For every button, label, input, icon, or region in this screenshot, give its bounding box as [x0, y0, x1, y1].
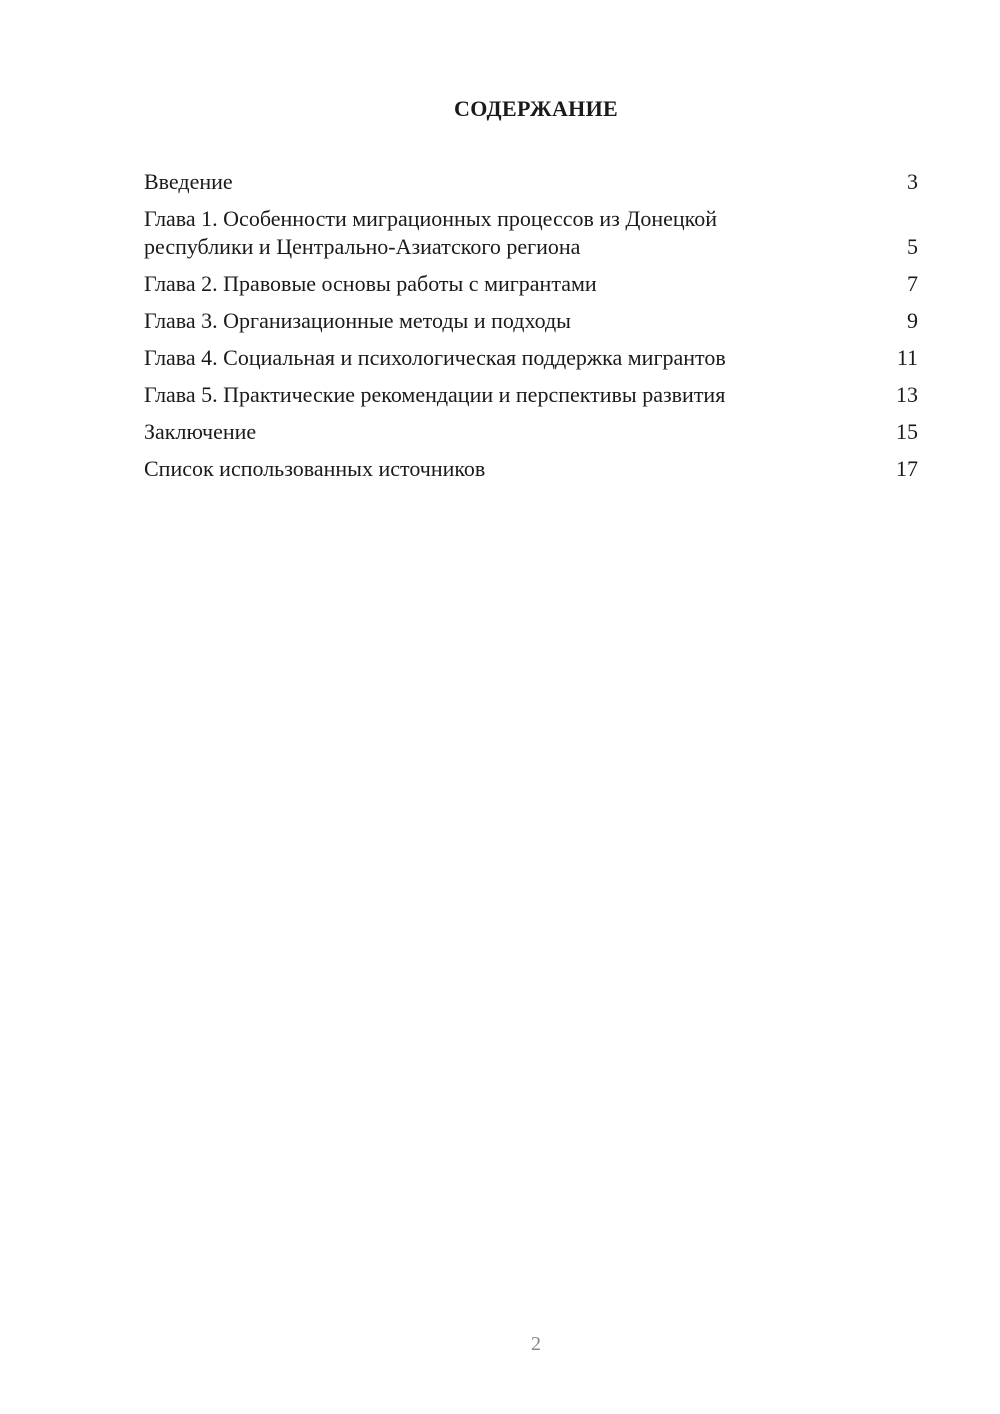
- toc-title: [0, 96, 1000, 122]
- toc-entry-references[interactable]: [144, 455, 918, 483]
- toc-entry-introduction[interactable]: [144, 168, 918, 196]
- toc-entry-label: [144, 168, 888, 196]
- toc-entry-chapter-3[interactable]: [144, 307, 918, 335]
- toc-entry-label: [144, 418, 888, 446]
- toc-entry-label: [144, 270, 888, 298]
- toc-entry-chapter-5[interactable]: [144, 381, 918, 409]
- page-number: [0, 1333, 1000, 1356]
- toc-entry-label-line: Глава 1. Особенности миграционных процессов из Донецкой: [144, 206, 717, 231]
- toc-entry-page-number: 13: [896, 382, 918, 407]
- toc-entry-page-number: 3: [907, 169, 918, 194]
- toc-entry-page-number: 15: [896, 419, 918, 444]
- toc-entry-label-line: Глава 3. Организационные методы и подходы: [144, 308, 571, 333]
- toc-title-text: СОДЕРЖАНИЕ: [454, 96, 618, 121]
- toc-entry-label-line: Глава 5. Практические рекомендации и перспективы развития: [144, 382, 726, 407]
- page-number-text: 2: [531, 1333, 541, 1355]
- toc-entry-page-number: 9: [907, 308, 918, 333]
- toc-entry-conclusion[interactable]: [144, 418, 918, 446]
- toc-entry-label: [144, 381, 888, 409]
- toc-entry-label-line: Введение: [144, 169, 233, 194]
- toc-entry-label: [144, 205, 888, 261]
- toc-entry-label: [144, 307, 888, 335]
- toc-entry-label-line: республики и Центрально-Азиатского региона: [144, 234, 581, 259]
- table-of-contents: [144, 168, 918, 492]
- toc-entry-page-number: 7: [907, 271, 918, 296]
- toc-entry-label-line: Список использованных источников: [144, 456, 486, 481]
- toc-entry-page-number: 17: [896, 456, 918, 481]
- toc-entry-chapter-1[interactable]: [144, 205, 918, 261]
- toc-entry-label: [144, 344, 888, 372]
- toc-entry-chapter-2[interactable]: [144, 270, 918, 298]
- toc-entry-label: [144, 455, 888, 483]
- toc-entry-label-line: Глава 4. Социальная и психологическая поддержка мигрантов: [144, 345, 726, 370]
- toc-entry-page-number: 5: [907, 234, 918, 259]
- toc-entry-page-number: 11: [896, 345, 918, 370]
- toc-entry-chapter-4[interactable]: [144, 344, 918, 372]
- toc-entry-label-line: Заключение: [144, 419, 257, 444]
- toc-entry-label-line: Глава 2. Правовые основы работы с мигрантами: [144, 271, 597, 296]
